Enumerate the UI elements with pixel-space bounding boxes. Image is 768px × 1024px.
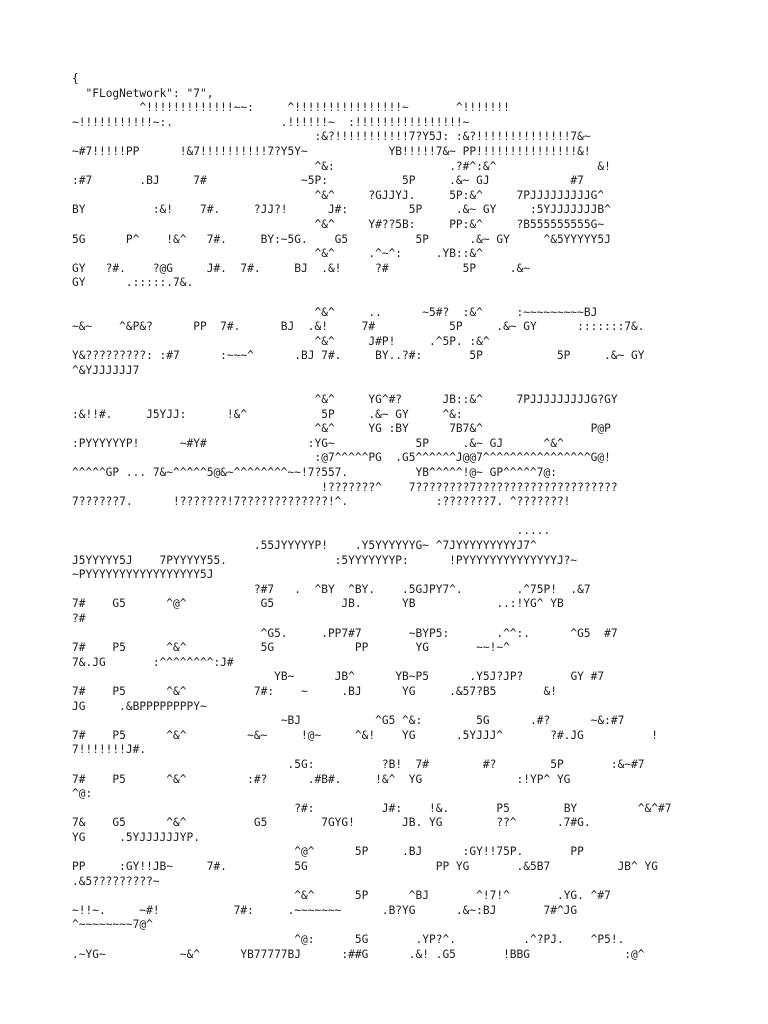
- document-line: ^&^ ?GJJYJ. 5P:&^ 7PJJJJJJJJJG^: [72, 188, 605, 202]
- document-line: ^&^ YG :BY 7B7&^ P@P: [72, 422, 611, 436]
- document-line: YB~ JB^ YB~P5 .Y5J?JP? GY #7: [72, 670, 605, 684]
- document-line: ^^^^^GP ... 7&~^^^^^5@&~^^^^^^^^~~!7?557. YB^^^^^!@~ GP^^^^^7@:: [72, 466, 557, 480]
- document-line: ^&^ 5P ^BJ ^!7!^ .YG. ^#7: [72, 889, 611, 903]
- document-line: ^~~~~~~~~7@^: [72, 918, 153, 932]
- document-line: ^!!!!!!!!!!!!!~~: ^!!!!!!!!!!!!!!!!~ ^!!!!!!!: [72, 101, 510, 115]
- document-line: 7??????7. !???????!7?????????????!^. :???????7. ^???????!: [72, 495, 571, 509]
- document-line: YG .5YJJJJJJYP.: [72, 830, 200, 844]
- document-line: Y&?????????: :#7 :~~~^ .BJ 7#. BY..?#: 5P 5P .&~ GY: [72, 349, 645, 363]
- document-line: [72, 378, 712, 393]
- document-line: 7&.JG :^^^^^^^^:J#: [72, 655, 234, 669]
- document-line: ~BJ ^G5 ^&: 5G .#? ~&:#7: [72, 714, 625, 728]
- document-line: :&!!#. J5YJJ: !&^ 5P .&~ GY ^&:: [72, 407, 463, 421]
- document-line: GY ?#. ?@G J#. 7#. BJ .&! ?# 5P .&~: [72, 261, 531, 275]
- document-line: !???????^ 7????????7?????????????????????: [72, 480, 618, 494]
- document-line: [72, 510, 712, 525]
- document-line: ?#: [72, 611, 86, 625]
- document-line: 7# P5 ^&^ 7#: ~ .BJ YG .&57?B5 &!: [72, 684, 557, 698]
- document-line: 7# G5 ^@^ G5 JB. YB ..:!YG^ YB: [72, 597, 564, 611]
- document-line: BY :&! 7#. ?JJ?! J#: 5P .&~ GY :5YJJJJJJJB^: [72, 203, 611, 217]
- document-line: :#7 .BJ 7# ~5P: 5P .&~ GJ #7: [72, 174, 584, 188]
- document-line: ^&^ .. ~5#? :&^ :~~~~~~~~~BJ: [72, 305, 598, 319]
- document-line: J5YYYYY5J 7PYYYYY55. :5YYYYYYYP: !PYYYYYYYYYYYYYYJ?~: [72, 553, 578, 567]
- document-line: ~#7!!!!!PP !&7!!!!!!!!!!7?Y5Y~ YB!!!!!7&~ PP!!!!!!!!!!!!!!!&!: [72, 144, 591, 158]
- document-line: ^&^ .^~^: .YB::&^: [72, 247, 483, 261]
- document-line: ~&~ ^&P&? PP 7#. BJ .&! 7# 5P .&~ GY :::::::7&.: [72, 320, 645, 334]
- json-ascii-art-document: [72, 72, 712, 962]
- document-line: .55JYYYYYP! .Y5YYYYYYG~ ^7JYYYYYYYYYJ7^: [72, 539, 537, 552]
- document-line: :@7^^^^^PG .G5^^^^^^J@@7^^^^^^^^^^^^^^^^G@!: [72, 451, 611, 465]
- document-line: ^&^ Y#??5B: PP:&^ ?B555555555G~: [72, 217, 605, 231]
- document-line: ^&^ J#P! .^5P. :&^: [72, 334, 490, 348]
- document-line: .~YG~ ~&^ YB77777BJ :##G .&! .G5 !BBG :@^: [72, 947, 645, 961]
- document-line: :PYYYYYYP! ~#Y# :YG~ 5P .&~ GJ ^&^: [72, 436, 564, 450]
- document-line: 7!!!!!!!J#.: [72, 743, 147, 757]
- document-line: "FLogNetwork": "7",: [72, 86, 214, 100]
- document-line: JG .&BPPPPPPPPY~: [72, 699, 207, 713]
- document-line: {: [72, 72, 79, 85]
- document-line: .5G: ?B! 7# #? 5P :&~#7: [72, 757, 645, 771]
- document-line: 5G P^ !&^ 7#. BY:~5G. G5 5P .&~ GY ^&5YYYYY5J: [72, 232, 611, 246]
- document-line: GY .:::::.7&.: [72, 276, 194, 290]
- document-line: PP :GY!!JB~ 7#. 5G PP YG .&5B7 JB^ YG: [72, 860, 658, 874]
- document-line: 7# P5 ^&^ 5G PP YG ~~!~^: [72, 641, 510, 655]
- document-line: .&5?????????~: [72, 874, 160, 888]
- document-line: ^@^ 5P .BJ :GY!!75P. PP: [72, 845, 584, 859]
- document-line: ^&: .?#^:&^ &!: [72, 159, 611, 173]
- document-line: :&?!!!!!!!!!!!7?Y5J: :&?!!!!!!!!!!!!!!7&~: [72, 130, 591, 144]
- document-line: [72, 291, 712, 306]
- document-line: 7& G5 ^&^ G5 7GYG! JB. YG ??^ .7#G.: [72, 816, 591, 830]
- document-line: ^&^ YG^#? JB::&^ 7PJJJJJJJJJG?GY: [72, 393, 618, 407]
- document-line: ~PYYYYYYYYYYYYYYYYY5J: [72, 568, 214, 582]
- document-line: ?#7 . ^BY ^BY. .5GJPY7^. .^75P! .&7: [72, 582, 591, 596]
- document-line: ~!!!!!!!!!!!~:. .!!!!!!~ :!!!!!!!!!!!!!!!!~: [72, 115, 470, 129]
- document-line: ~!!~. ~#! 7#: .~~~~~~~ .B?YG .&~:BJ 7#^JG: [72, 903, 578, 917]
- document-line: ^&YJJJJJJ7: [72, 363, 140, 377]
- document-line: ^@: 5G .YP?^. .^?PJ. ^P5!.: [72, 933, 625, 947]
- document-line: ?#: J#: !&. P5 BY ^&^#7: [72, 801, 672, 815]
- document-line: .....: [72, 524, 551, 538]
- document-line: ^@:: [72, 787, 93, 801]
- document-line: 7# P5 ^&^ :#? .#B#. !&^ YG :!YP^ YG: [72, 772, 571, 786]
- document-line: 7# P5 ^&^ ~&~ !@~ ^&! YG .5YJJJ^ ?#.JG !: [72, 728, 658, 742]
- document-line: ^G5. .PP7#7 ~BYP5: .^^:. ^G5 #7: [72, 626, 618, 640]
